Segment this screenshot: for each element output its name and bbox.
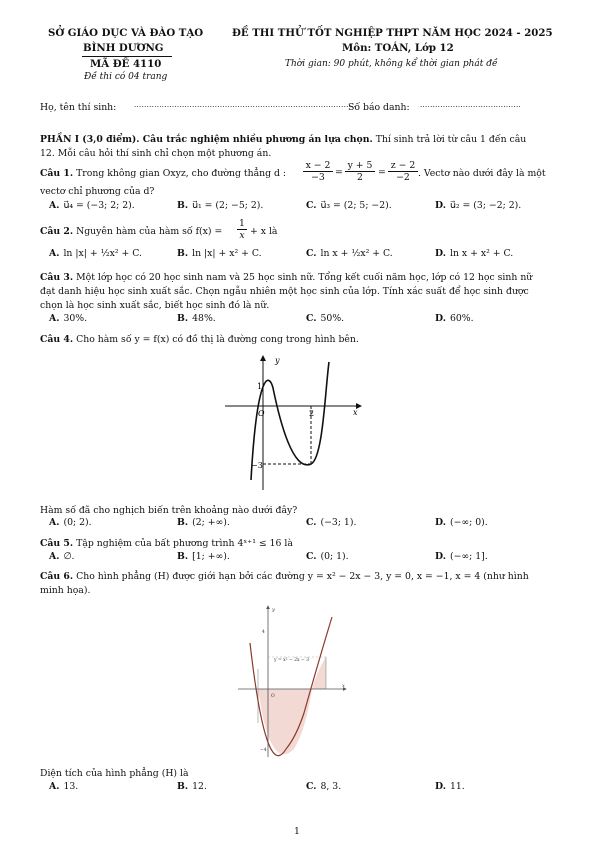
- q1-label: Câu 1.: [40, 168, 74, 179]
- q4-label: Câu 4.: [40, 334, 74, 345]
- q1-fraction-3: [388, 160, 418, 183]
- q4-text: Cho hàm số y = f(x) có đồ thị là đường cong trong hình bên.: [76, 334, 359, 345]
- q6-tick-4: 4: [262, 630, 265, 635]
- q1-fraction-2: [345, 160, 375, 183]
- student-name-label: Họ, tên thí sinh:: [40, 102, 117, 113]
- q3-option-a[interactable]: A. 30%.: [49, 313, 88, 324]
- q6-option-b[interactable]: B. 12.: [177, 781, 207, 792]
- q2-text-tail: + x là: [250, 226, 278, 237]
- q6-y-label: y: [272, 607, 275, 613]
- q4-option-c[interactable]: C. (−3; 1).: [306, 517, 357, 528]
- q6-option-d[interactable]: D. 11.: [435, 781, 465, 792]
- q5-label: Câu 5.: [40, 538, 74, 549]
- q1-text-line3: vectơ chỉ phương của d?: [40, 186, 155, 197]
- subject-line: Môn: TOÁN, Lớp 12: [342, 42, 454, 54]
- q4-option-a[interactable]: A. (0; 2).: [49, 517, 92, 528]
- q1-frac2-den: 2: [357, 172, 363, 183]
- q6-graph: [236, 603, 352, 759]
- q1-option-c[interactable]: C. u⃗₃ = (2; 5; −2).: [306, 200, 392, 211]
- q4-origin: O: [258, 409, 265, 418]
- q1-frac3-den: −2: [396, 172, 410, 183]
- q6-label: Câu 6.: [40, 571, 74, 582]
- q2-fraction: [237, 218, 247, 241]
- student-id-field[interactable]: ........................................: [420, 101, 522, 109]
- q6-line1: Cho hình phẳng (H) được giới hạn bởi các đường y = x² − 2x − 3, y = 0, x = −1, x = 4 (như hình: [76, 571, 529, 582]
- q2-option-a[interactable]: A. ln |x| + ½x² + C.: [49, 248, 142, 259]
- exam-code: MÃ ĐỀ 4110: [90, 58, 162, 70]
- q2-text: Nguyên hàm của hàm số f(x) =: [76, 226, 223, 237]
- q5-text: Tập nghiệm của bất phương trình 4ˣ⁺¹ ≤ 16 là: [76, 538, 293, 549]
- q1-frac1-num: x − 2: [303, 160, 333, 172]
- time-note: Thời gian: 90 phút, không kể thời gian phát đề: [285, 59, 498, 69]
- q2-stem: [40, 225, 222, 238]
- q1-eq-2: =: [378, 167, 386, 178]
- q3-option-d[interactable]: D. 60%.: [435, 313, 474, 324]
- q2-frac-num: 1: [237, 218, 247, 230]
- q6-x-label: x: [342, 683, 345, 689]
- q6-option-a[interactable]: A. 13.: [49, 781, 79, 792]
- q1-frac3-num: z − 2: [388, 160, 418, 172]
- part1-title: PHẦN I (3,0 điểm). Câu trắc nghiệm nhiều phương án lựa chọn.: [40, 134, 373, 145]
- q4-question: Hàm số đã cho nghịch biến trên khoảng nào dưới đây?: [40, 505, 298, 516]
- province-name: BÌNH DƯƠNG: [83, 42, 164, 54]
- q1-text-tail: . Vectơ nào dưới đây là một: [418, 168, 546, 179]
- exam-title: ĐỀ THI THỬ TỐT NGHIỆP THPT NĂM HỌC 2024 - 2025: [232, 27, 553, 39]
- student-name-field[interactable]: ........................................................................................: [134, 101, 357, 109]
- q4-tick-ym3: −3: [251, 461, 263, 470]
- q3-option-c[interactable]: C. 50%.: [306, 313, 345, 324]
- q2-option-d[interactable]: D. ln x + x² + C.: [435, 248, 514, 259]
- q1-option-b[interactable]: B. u⃗₁ = (2; −5; 2).: [177, 200, 264, 211]
- q2-option-b[interactable]: B. ln |x| + x² + C.: [177, 248, 262, 259]
- q1-eq-1: =: [335, 167, 343, 178]
- q6-tick-m4: −4: [260, 748, 267, 753]
- student-id-label: Số báo danh:: [348, 102, 410, 113]
- q3-stem: [40, 271, 532, 284]
- q6-line2: minh họa).: [40, 585, 91, 596]
- q5-stem: [40, 537, 293, 550]
- q1-option-d[interactable]: D. u⃗₂ = (3; −2; 2).: [435, 200, 522, 211]
- q3-line3: chọn là học sinh xuất sắc, biết học sinh đó là nữ.: [40, 300, 270, 311]
- q4-stem: [40, 333, 359, 346]
- part1-instruction: Thí sinh trả lời từ câu 1 đến câu: [375, 134, 527, 145]
- pages-note: Đề thi có 04 trang: [84, 72, 168, 82]
- part1-instruction-2: 12. Mỗi câu hỏi thí sinh chỉ chọn một phương án.: [40, 148, 272, 159]
- q6-option-c[interactable]: C. 8, 3.: [306, 781, 342, 792]
- q1-frac1-den: −3: [311, 172, 325, 183]
- q4-x-label: x: [353, 408, 358, 417]
- q5-option-b[interactable]: B. [1; +∞).: [177, 551, 230, 562]
- q3-line2: đạt danh hiệu học sinh xuất sắc. Chọn ngẫu nhiên một học sinh của lớp. Tính xác suất để học sinh được: [40, 286, 529, 297]
- q1-fraction-1: [303, 160, 333, 183]
- q4-option-d[interactable]: D. (−∞; 0).: [435, 517, 488, 528]
- q2-frac-den: x: [239, 230, 245, 241]
- q1-frac2-num: y + 5: [345, 160, 375, 172]
- department-name: SỞ GIÁO DỤC VÀ ĐÀO TẠO: [48, 27, 204, 39]
- q3-line1: Một lớp học có 20 học sinh nam và 25 học sinh nữ. Tổng kết cuối năm học, lớp có 12 học sinh nữ: [76, 272, 533, 283]
- q4-option-b[interactable]: B. (2; +∞).: [177, 517, 230, 528]
- part1-header: [40, 133, 526, 146]
- q1-option-a[interactable]: A. u⃗₄ = (−3; 2; 2).: [49, 200, 135, 211]
- q1-text: Trong không gian Oxyz, cho đường thẳng d :: [76, 168, 287, 179]
- q5-option-c[interactable]: C. (0; 1).: [306, 551, 349, 562]
- q5-option-a[interactable]: A. ∅.: [49, 551, 75, 562]
- q6-question: Diện tích của hình phẳng (H) là: [40, 768, 189, 779]
- q6-shaded-below: [258, 689, 312, 754]
- page-number: 1: [294, 826, 300, 837]
- q6-stem: [40, 570, 529, 583]
- q6-tick-o: O: [271, 694, 275, 699]
- q4-graph: [225, 352, 365, 492]
- q3-label: Câu 3.: [40, 272, 74, 283]
- q2-option-c[interactable]: C. ln x + ½x² + C.: [306, 248, 393, 259]
- q1-stem: [40, 167, 286, 180]
- q6-curve-label: y = x² − 2x − 3: [274, 658, 310, 663]
- q3-option-b[interactable]: B. 48%.: [177, 313, 216, 324]
- q2-label: Câu 2.: [40, 226, 74, 237]
- q4-tick-x2: 2: [309, 409, 315, 418]
- q4-tick-y1: 1: [257, 382, 263, 391]
- q4-y-label: y: [275, 356, 280, 365]
- q5-option-d[interactable]: D. (−∞; 1].: [435, 551, 488, 562]
- header-underline: [82, 56, 172, 57]
